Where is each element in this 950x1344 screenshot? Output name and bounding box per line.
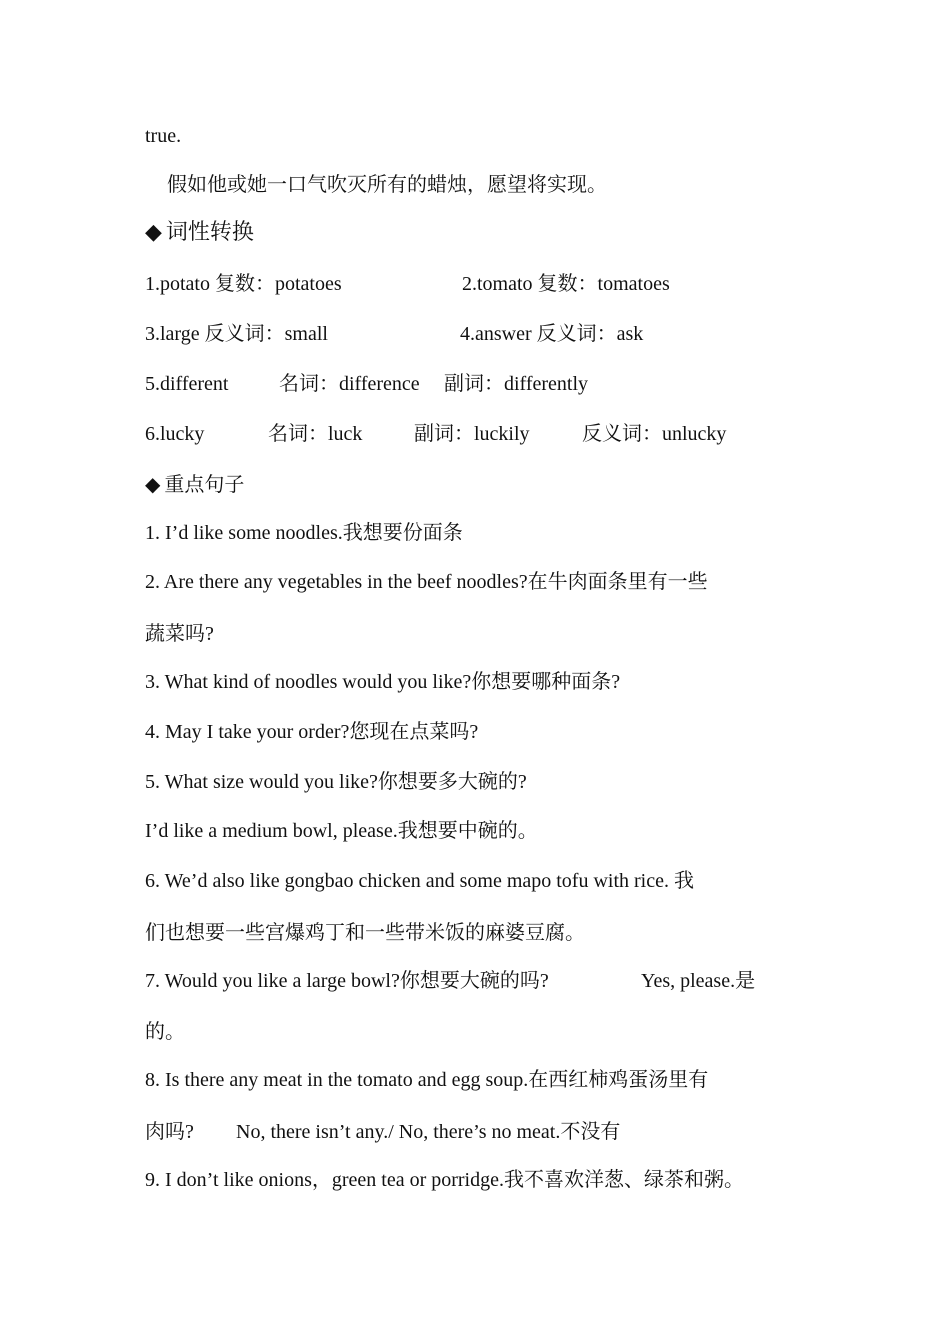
diamond-bullet-icon: ◆ <box>145 474 161 496</box>
word-form-lucky-antonym: 反义词：unlucky <box>582 423 727 445</box>
intro-translation: 假如他或她一口气吹灭所有的蜡烛，愿望将实现。 <box>167 174 607 196</box>
sentence-6-line1: 6. We’d also like gongbao chicken and some mapo tofu with rice. 我 <box>145 870 694 892</box>
key-sentences-heading-text: 重点句子 <box>164 474 245 496</box>
word-form-different-adverb: 副词：differently <box>444 373 589 395</box>
sentence-7-answer: Yes, please.是 <box>641 970 756 992</box>
sentence-8-line1: 8. Is there any meat in the tomato and egg soup.在西红柿鸡蛋汤里有 <box>145 1069 709 1091</box>
word-form-lucky-adverb: 副词：luckily <box>414 423 530 445</box>
sentence-3: 3. What kind of noodles would you like?你想要哪种面条? <box>145 671 621 693</box>
sentence-2-line1: 2. Are there any vegetables in the beef noodles?在牛肉面条里有一些 <box>145 571 708 593</box>
word-form-lucky: 6.lucky <box>145 423 205 445</box>
word-form-potato: 1.potato 复数：potatoes <box>145 273 342 295</box>
word-form-tomato: 2.tomato 复数：tomatoes <box>462 273 670 295</box>
sentence-9: 9. I don’t like onions，green tea or porridge.我不喜欢洋葱、绿茶和粥。 <box>145 1169 744 1191</box>
sentence-7-line1: 7. Would you like a large bowl?你想要大碗的吗? <box>145 970 549 992</box>
word-forms-heading <box>145 220 254 244</box>
sentence-5: 5. What size would you like?你想要多大碗的? <box>145 771 527 793</box>
sentence-8-line2: 肉吗? <box>145 1121 194 1143</box>
sentence-5-reply: I’d like a medium bowl, please.我想要中碗的。 <box>145 820 538 842</box>
sentence-2-line2: 蔬菜吗? <box>145 623 214 645</box>
word-form-lucky-noun: 名词：luck <box>268 423 363 445</box>
word-form-answer: 4.answer 反义词：ask <box>460 323 644 345</box>
key-sentences-heading <box>145 473 244 497</box>
sentence-1: 1. I’d like some noodles.我想要份面条 <box>145 522 463 544</box>
sentence-7-line2: 的。 <box>145 1021 185 1043</box>
sentence-6-line2: 们也想要一些宫爆鸡丁和一些带米饭的麻婆豆腐。 <box>145 922 585 944</box>
diamond-bullet-icon: ◆ <box>145 219 162 244</box>
word-form-different: 5.different <box>145 373 229 395</box>
word-form-different-noun: 名词：difference <box>279 373 420 395</box>
word-form-large: 3.large 反义词：small <box>145 323 328 345</box>
sentence-4: 4. May I take your order?您现在点菜吗? <box>145 721 479 743</box>
sentence-8-answer: No, there isn’t any./ No, there’s no meat.不没有 <box>236 1121 621 1143</box>
word-forms-heading-text: 词性转换 <box>165 219 254 244</box>
intro-continuation: true. <box>145 125 182 147</box>
